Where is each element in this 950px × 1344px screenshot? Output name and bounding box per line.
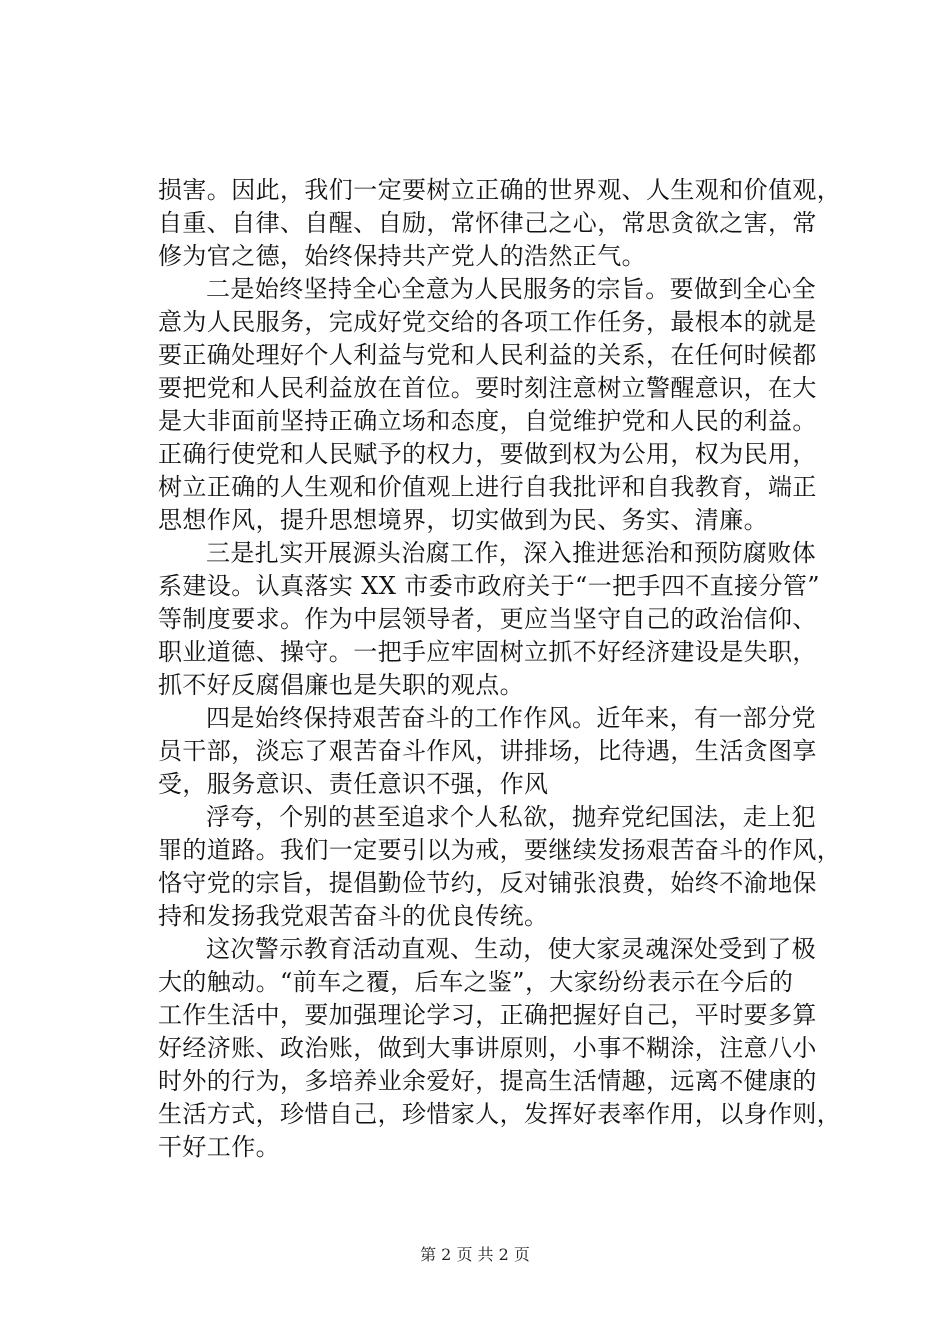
text-line: 修为官之德，始终保持共产党人的浩然正气。 [158,242,646,270]
text-line: 三是扎实开展源头治腐工作，深入推进惩治和预防腐败体 [206,539,816,567]
text-line: 受，服务意识、责任意识不强，作风 [158,770,549,798]
text-line: 生活方式，珍惜自己，珍惜家人，发挥好表率作用，以身作则， [158,1100,842,1128]
text-line: 这次警示教育活动直观、生动，使大家灵魂深处受到了极 [206,935,816,963]
text-line: 系建设。认真落实 XX 市委市政府关于“一把手四不直接分管” [158,572,820,600]
text-line: 是大非面前坚持正确立场和态度，自觉维护党和人民的利益。 [158,407,817,435]
text-line: 员干部，淡忘了艰苦奋斗作风，讲排场，比待遇，生活贪图享 [158,737,817,765]
page-footer: 第 2 页 共 2 页 [420,1245,530,1264]
text-line: 自重、自律、自醒、自励，常怀律己之心，常思贪欲之害，常 [158,209,817,237]
text-line: 树立正确的人生观和价值观上进行自我批评和自我教育，端正 [158,473,817,501]
text-line: 持和发扬我党艰苦奋斗的优良传统。 [158,902,549,930]
text-line: 思想作风，提升思想境界，切实做到为民、务实、清廉。 [158,506,768,534]
text-line: 恪守党的宗旨，提倡勤俭节约，反对铺张浪费，始终不渝地保 [158,869,817,897]
text-line: 大的触动。“前车之覆，后车之鉴”，大家纷纷表示在今后的 [158,968,794,996]
text-line: 要把党和人民利益放在首位。要时刻注意树立警醒意识，在大 [158,374,817,402]
text-line: 等制度要求。作为中层领导者，更应当坚守自己的政治信仰、 [158,605,817,633]
text-line: 抓不好反腐倡廉也是失职的观点。 [158,671,524,699]
text-line: 四是始终保持艰苦奋斗的工作作风。近年来，有一部分党 [206,704,816,732]
text-line: 工作生活中，要加强理论学习，正确把握好自己，平时要多算 [158,1001,817,1029]
text-line: 职业道德、操守。一把手应牢固树立抓不好经济建设是失职， [158,638,817,666]
text-line: 意为人民服务，完成好党交给的各项工作任务，最根本的就是 [158,308,817,336]
text-line: 干好工作。 [158,1133,280,1161]
text-line: 好经济账、政治账，做到大事讲原则，小事不糊涂，注意八小 [158,1034,817,1062]
text-line: 时外的行为，多培养业余爱好，提高生活情趣，远离不健康的 [158,1067,817,1095]
text-line: 要正确处理好个人利益与党和人民利益的关系，在任何时候都 [158,341,817,369]
document-body [158,174,842,1164]
text-line: 浮夸，个别的甚至追求个人私欲，抛弃党纪国法，走上犯 [206,803,816,831]
text-line: 正确行使党和人民赋予的权力，要做到权为公用，权为民用， [158,440,817,468]
text-line: 二是始终坚持全心全意为人民服务的宗旨。要做到全心全 [206,275,816,303]
text-line: 罪的道路。我们一定要引以为戒，要继续发扬艰苦奋斗的作风， [158,836,842,864]
text-line: 损害。因此，我们一定要树立正确的世界观、人生观和价值观， [158,176,842,204]
